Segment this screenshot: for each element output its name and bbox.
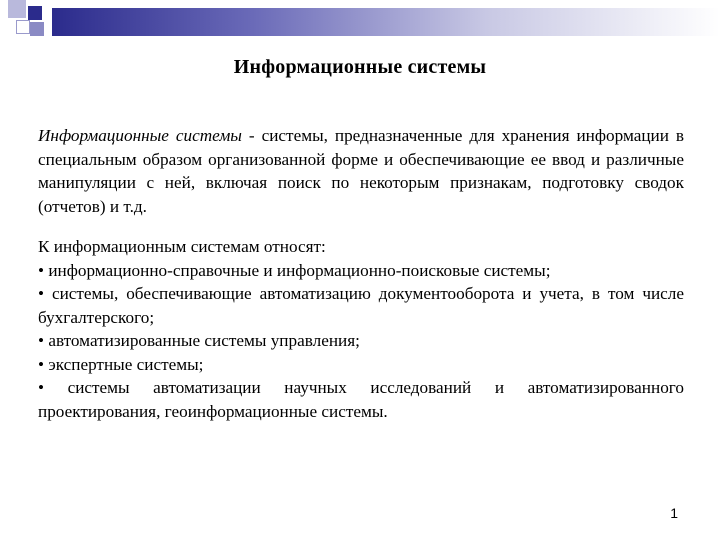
list-item: • системы, обеспечивающие автоматизацию документооборота и учета, в том числе бухгалтерского; [38, 284, 684, 327]
deco-square [8, 0, 26, 18]
list-intro: К информационным системам относят: [38, 237, 326, 256]
slide-content [38, 124, 684, 423]
list-item: • системы автоматизации научных исследований и автоматизированного проектирования, геоинформационные системы. [38, 378, 684, 421]
definition-text: - системы, предназначенные для хранения информации в специальным образом организованной форме и обеспечивающие ее ввод и различные манипуляции с ней, включая поиск по некоторым признакам, подготовку сводок (отчетов) и т.д. [38, 126, 684, 216]
system-types-list [38, 259, 684, 424]
list-item: • информационно-справочные и информационно-поисковые системы; [38, 260, 551, 280]
deco-square [30, 22, 44, 36]
list-item: • экспертные системы; [38, 354, 204, 374]
page-number: 1 [670, 505, 678, 521]
slide-title: Информационные системы [233, 56, 487, 78]
header-gradient-bar [52, 8, 720, 36]
list-item: • автоматизированные системы управления; [38, 331, 360, 350]
deco-square [28, 6, 42, 20]
definition-paragraph [38, 124, 684, 218]
corner-decoration [0, 0, 720, 40]
deco-square [16, 20, 30, 34]
definition-term: Информационные системы [38, 126, 242, 145]
